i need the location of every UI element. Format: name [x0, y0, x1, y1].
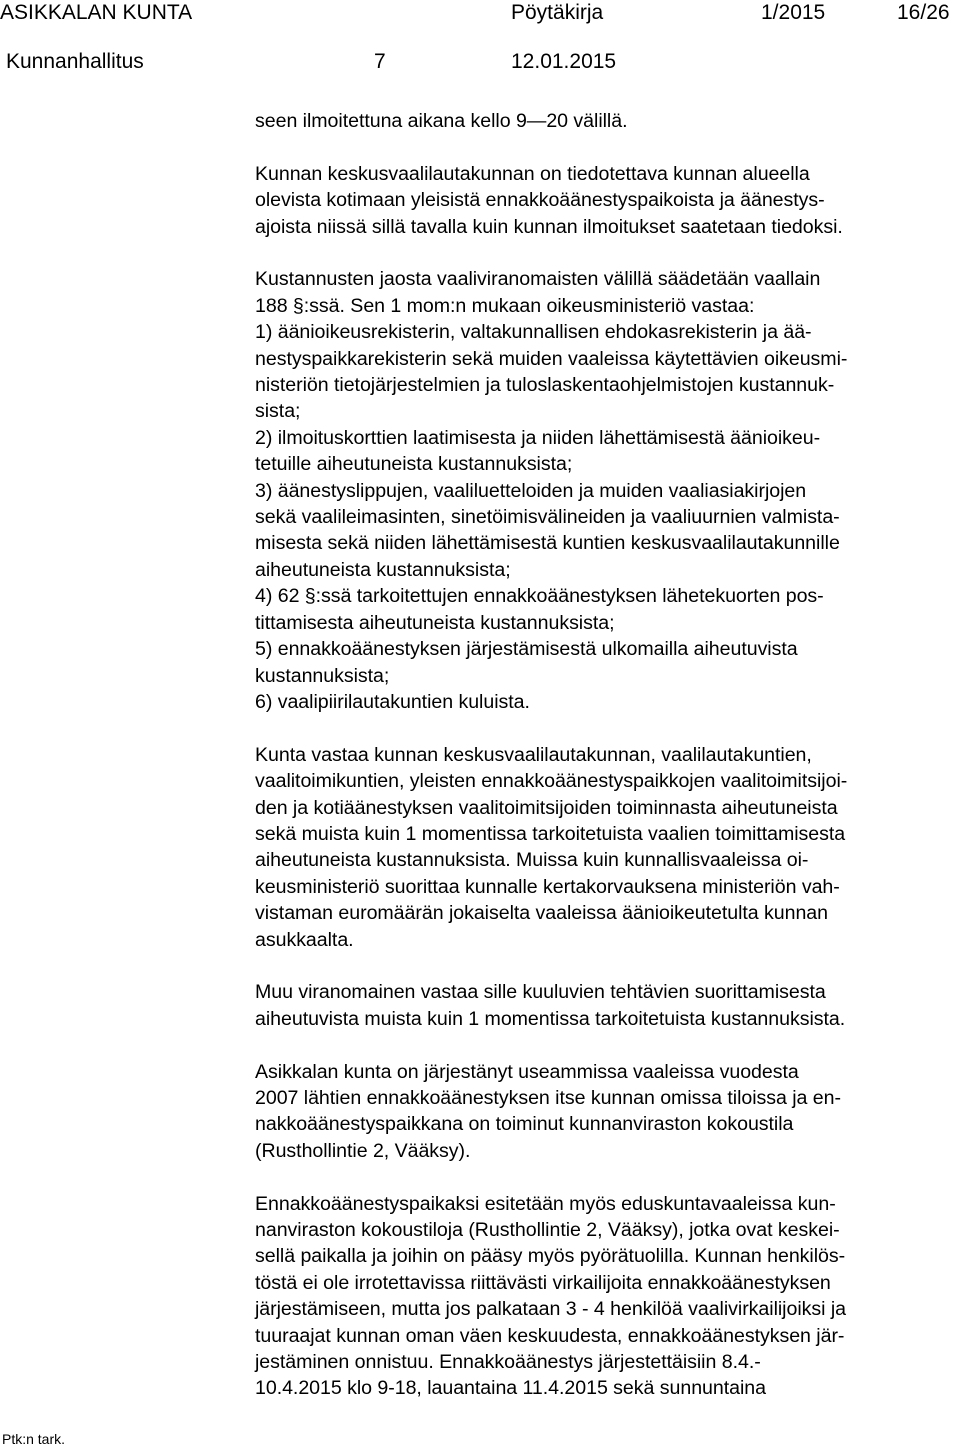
text-line: Asikkalan kunta on järjestänyt useammissa vaaleissa vuodesta: [255, 1060, 799, 1083]
text-line: nestyspaikkarekisterin sekä muiden vaaleissa käytettävien oikeusmi-: [255, 347, 848, 370]
text-line: 6) vaalipiirilautakuntien kuluista.: [255, 690, 530, 713]
text-line: Ennakkoäänestyspaikaksi esitetään myös eduskuntavaaleissa kun-: [255, 1192, 836, 1215]
text-line: sista;: [255, 400, 301, 423]
paragraph: [255, 161, 960, 240]
text-line: ajoista niissä sillä tavalla kuin kunnan ilmoitukset saatetaan tiedoksi.: [255, 215, 843, 238]
paragraph: [255, 1191, 960, 1402]
text-line: Muu viranomainen vastaa sille kuuluvien tehtävien suorittamisesta: [255, 981, 826, 1004]
meeting-date: 12.01.2015: [511, 50, 617, 73]
text-line: misesta sekä niiden lähettämisestä kuntien keskusvaalilautakunnille: [255, 532, 840, 555]
meeting-body: Kunnanhallitus: [6, 50, 144, 73]
paragraph: [255, 108, 960, 134]
document-number: 1/2015: [761, 1, 826, 24]
text-line: jestäminen onnistuu. Ennakkoäänestys järjestettäisiin 8.4.-: [255, 1351, 761, 1373]
minutes-checker-label: Ptk:n tark.: [2, 1431, 66, 1447]
text-line: vaalitoimikuntien, yleisten ennakkoäänestyspaikkojen vaalitoimitsijoi-: [255, 770, 848, 793]
text-line: vistaman euromäärän jokaiselta vaaleissa äänioikeutetulta kunnan: [255, 902, 828, 925]
paragraph: [255, 979, 960, 1032]
text-line: kustannuksista;: [255, 664, 390, 687]
text-line: 1) äänioikeusrekisterin, valtakunnallisen ehdokasrekisterin ja ää-: [255, 321, 812, 344]
organization-name: ASIKKALAN KUNTA: [0, 1, 193, 24]
paragraph: [255, 1059, 960, 1165]
text-line: tetuille aiheutuneista kustannuksista;: [255, 453, 573, 476]
text-line: nakkoäänestyspaikkana on toiminut kunnanviraston kokoustila: [255, 1113, 794, 1136]
section-number: 7: [374, 50, 386, 73]
text-line: sekä vaalileimasinten, sinetöimisvälineiden ja vaaliuurnien valmista-: [255, 506, 840, 529]
text-line: Kunta vastaa kunnan keskusvaalilautakunnan, vaalilautakuntien,: [255, 743, 812, 766]
text-line: aiheutuneista kustannuksista;: [255, 558, 511, 581]
text-line: seen ilmoitettuna aikana kello 9—20 välillä.: [255, 110, 628, 132]
text-line: Kunnan keskusvaalilautakunnan on tiedotettava kunnan alueella: [255, 162, 810, 185]
text-line: aiheutuvista muista kuin 1 momentissa tarkoitetuista kustannuksista.: [255, 1007, 846, 1030]
page-number: 16/26: [897, 1, 950, 24]
text-line: tuuraajat kunnan oman väen keskuudesta, ennakkoäänestyksen jär-: [255, 1324, 845, 1347]
document-type: Pöytäkirja: [511, 1, 604, 24]
text-line: olevista kotimaan yleisistä ennakkoäänestyspaikoista ja äänestys-: [255, 189, 825, 212]
text-line: 10.4.2015 klo 9-18, lauantaina 11.4.2015 sekä sunnuntaina: [255, 1377, 766, 1400]
text-line: (Rusthollintie 2, Vääksy).: [255, 1139, 471, 1162]
text-line: den ja kotiäänestyksen vaalitoimitsijoiden toiminnasta aiheutuneista: [255, 796, 838, 819]
text-line: 2) ilmoituskorttien laatimisesta ja niiden lähettämisestä äänioikeu-: [255, 426, 821, 449]
text-line: aiheutuneista kustannuksista. Muissa kuin kunnallisvaaleissa oi-: [255, 849, 809, 872]
text-line: töstä ei ole irrotettavissa riittävästi virkailijoita ennakkoäänestyksen: [255, 1271, 831, 1294]
text-line: 2007 lähtien ennakkoäänestyksen itse kunnan omissa tiloissa ja en-: [255, 1086, 841, 1109]
text-line: nisteriön tietojärjestelmien ja tuloslaskentaohjelmistojen kustannuk-: [255, 374, 835, 397]
paragraph: [255, 266, 960, 715]
text-line: nanviraston kokoustiloja (Rusthollintie 2, Vääksy), jotka ovat keskei-: [255, 1218, 840, 1241]
text-line: tittamisesta aiheutuneista kustannuksista;: [255, 611, 615, 634]
text-line: Kustannusten jaosta vaaliviranomaisten välillä säädetään vaallain: [255, 268, 821, 291]
text-line: asukkaalta.: [255, 928, 354, 951]
text-line: sekä muista kuin 1 momentissa tarkoitetuista vaalien toimittamisesta: [255, 822, 846, 845]
text-line: keusministeriö suorittaa kunnalle kertakorvauksena ministeriön vah-: [255, 875, 840, 898]
text-line: 188 §:ssä. Sen 1 mom:n mukaan oikeusministeriö vastaa:: [255, 294, 755, 317]
text-line: 3) äänestyslippujen, vaaliluetteloiden ja muiden vaaliasiakirjojen: [255, 479, 807, 502]
paragraph: [255, 742, 960, 953]
text-line: järjestämiseen, mutta jos palkataan 3 - 4 henkilöä vaalivirkailijoiksi ja: [255, 1298, 846, 1321]
text-line: sellä paikalla ja joihin on pääsy myös pyörätuolilla. Kunnan henkilös-: [255, 1245, 846, 1268]
document-body: [255, 108, 960, 1402]
text-line: 4) 62 §:ssä tarkoitettujen ennakkoäänestyksen lähetekuorten pos-: [255, 585, 824, 608]
text-line: 5) ennakkoäänestyksen järjestämisestä ulkomailla aiheutuvista: [255, 638, 798, 661]
